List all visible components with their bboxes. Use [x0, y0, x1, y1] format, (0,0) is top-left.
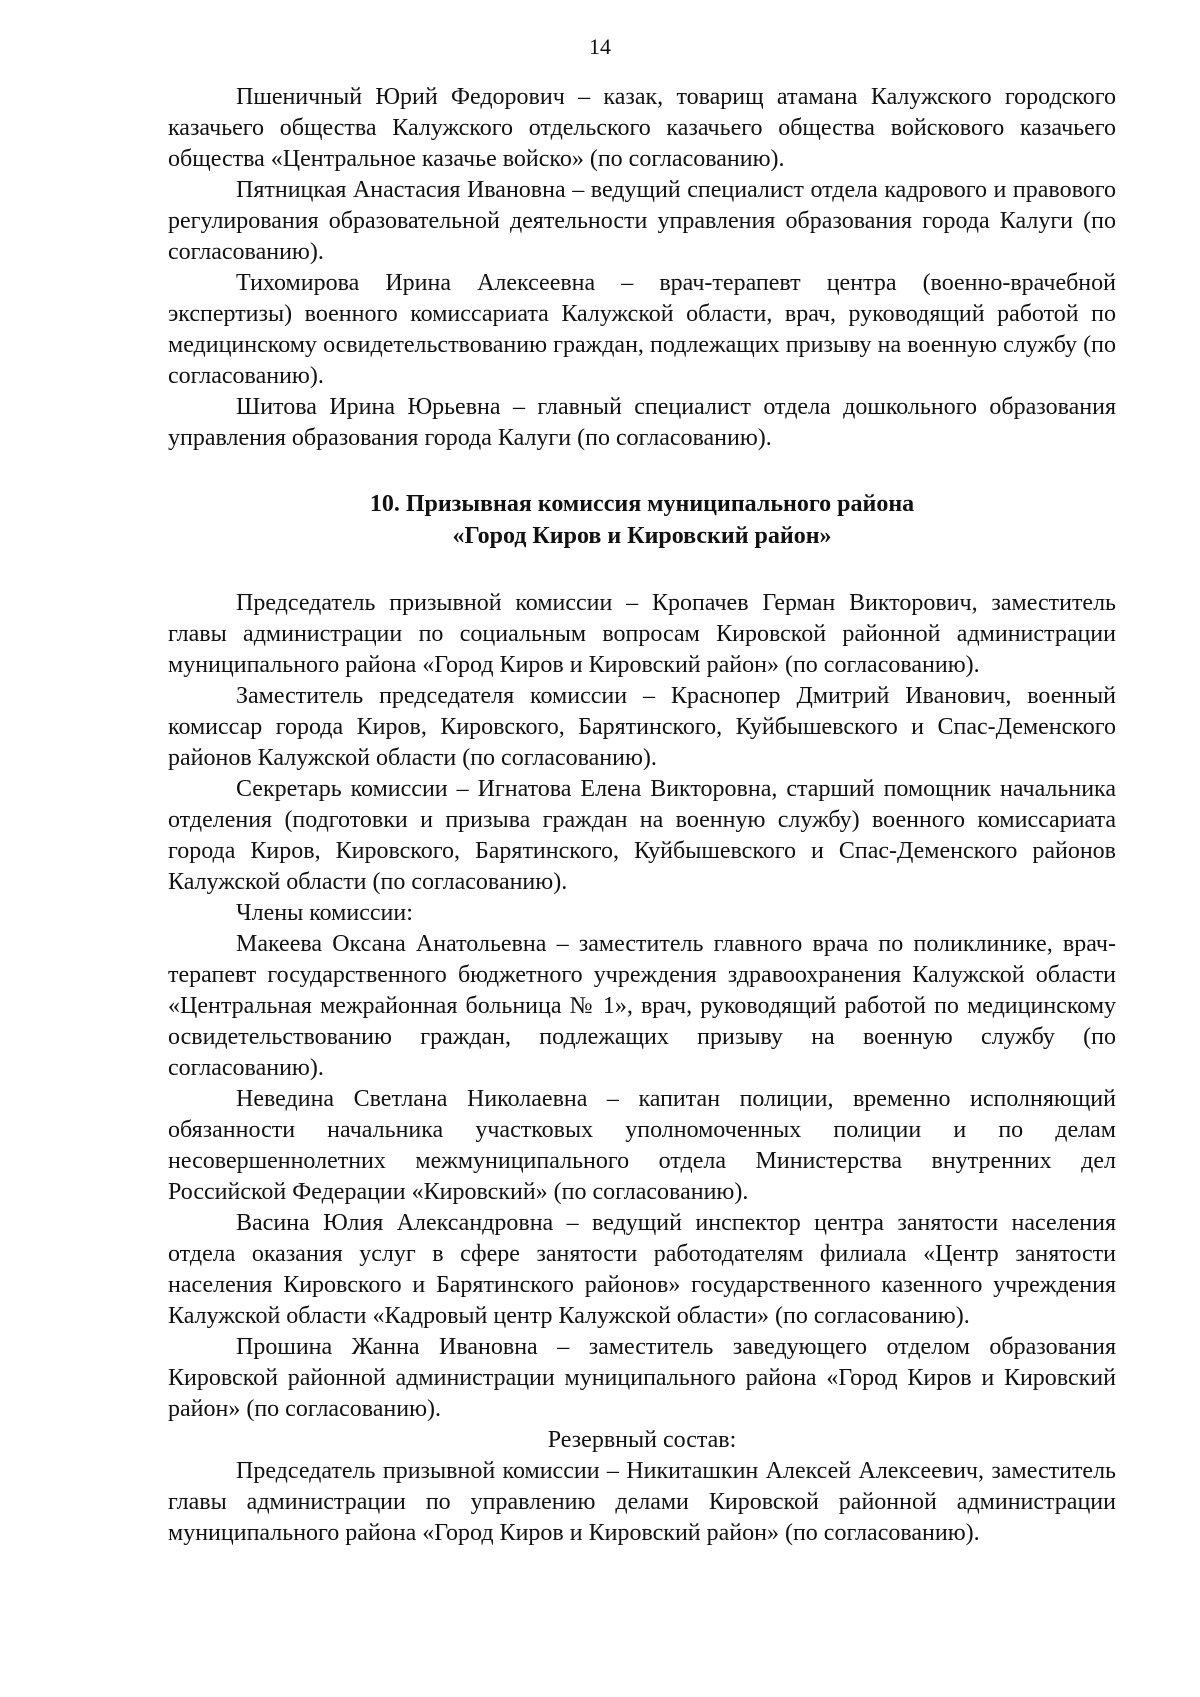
- paragraph-pyatnitskaya: Пятницкая Анастасия Ивановна – ведущий специалист отдела кадрового и правового регулирования образовательной деятельности управления образования города Калуги (по согласованию).: [168, 177, 1116, 265]
- paragraph-tikhomirova: Тихомирова Ирина Алексеевна – врач-терапевт центра (военно-врачебной экспертизы) военного комиссариата Калужской области, врач, руководящий работой по медицинскому освидетельствованию граждан, подлежащих призыву на военную службу (по согласованию).: [168, 270, 1116, 389]
- section-heading: [168, 488, 1116, 552]
- paragraph-secretary: Секретарь комиссии – Игнатова Елена Викторовна, старший помощник начальника отделения (подготовки и призыва граждан на военную службу) военного комиссариата города Киров, Кировского, Барятинского, Куйбышевского и Спас-Деменского районов Калужской области (по согласованию).: [168, 776, 1116, 895]
- paragraph-chairman: Председатель призывной комиссии – Кропачев Герман Викторович, заместитель главы администрации по социальным вопросам Кировской районной администрации муниципального района «Город Киров и Кировский район» (по согласованию).: [168, 590, 1116, 678]
- paragraph-makeeva: Макеева Оксана Анатольевна – заместитель главного врача по поликлинике, врач-терапевт государственного бюджетного учреждения здравоохранения Калужской области «Центральная межрайонная больница № 1», врач, руководящий работой по медицинскому освидетельствованию граждан, подлежащих призыву на военную службу (по согласованию).: [168, 931, 1116, 1081]
- paragraph-reserve-chairman: Председатель призывной комиссии – Никиташкин Алексей Алексеевич, заместитель главы администрации по управлению делами Кировской районной администрации муниципального района «Город Киров и Кировский район» (по согласованию).: [168, 1458, 1116, 1546]
- paragraph-vasina: Васина Юлия Александровна – ведущий инспектор центра занятости населения отдела оказания услуг в сфере занятости работодателям филиала «Центр занятости населения Кировского и Барятинского районов» государственного казенного учреждения Калужской области «Кадровый центр Калужской области» (по согласованию).: [168, 1210, 1116, 1329]
- reserve-label: Резервный состав:: [547, 1427, 737, 1453]
- paragraph-pshenichny: Пшеничный Юрий Федорович – казак, товарищ атамана Калужского городского казачьего общества Калужского отдельского казачьего общества войскового казачьего общества «Центральное казачье войско» (по согласованию).: [168, 84, 1116, 172]
- document-body: [168, 82, 1116, 1549]
- section-heading-line-2: «Город Киров и Кировский район»: [452, 523, 832, 549]
- paragraph-nevedina: Неведина Светлана Николаевна – капитан полиции, временно исполняющий обязанности начальника участковых уполномоченных полиции и по делам несовершеннолетних межмуниципального отдела Министерства внутренних дел Российской Федерации «Кировский» (по согласованию).: [168, 1086, 1116, 1205]
- members-label: Члены комиссии:: [236, 900, 413, 926]
- page-number: 14: [589, 34, 611, 59]
- paragraph-deputy-chairman: Заместитель председателя комиссии – Краснопер Дмитрий Иванович, военный комиссар города Киров, Кировского, Барятинского, Куйбышевского и Спас-Деменского районов Калужской области (по согласованию).: [168, 683, 1116, 771]
- paragraph-shitova: Шитова Ирина Юрьевна – главный специалист отдела дошкольного образования управления образования города Калуги (по согласованию).: [168, 394, 1116, 451]
- paragraph-proshina: Прошина Жанна Ивановна – заместитель заведующего отделом образования Кировской районной администрации муниципального района «Город Киров и Кировский район» (по согласованию).: [168, 1334, 1116, 1422]
- section-heading-line-1: 10. Призывная комиссия муниципального района: [369, 491, 915, 517]
